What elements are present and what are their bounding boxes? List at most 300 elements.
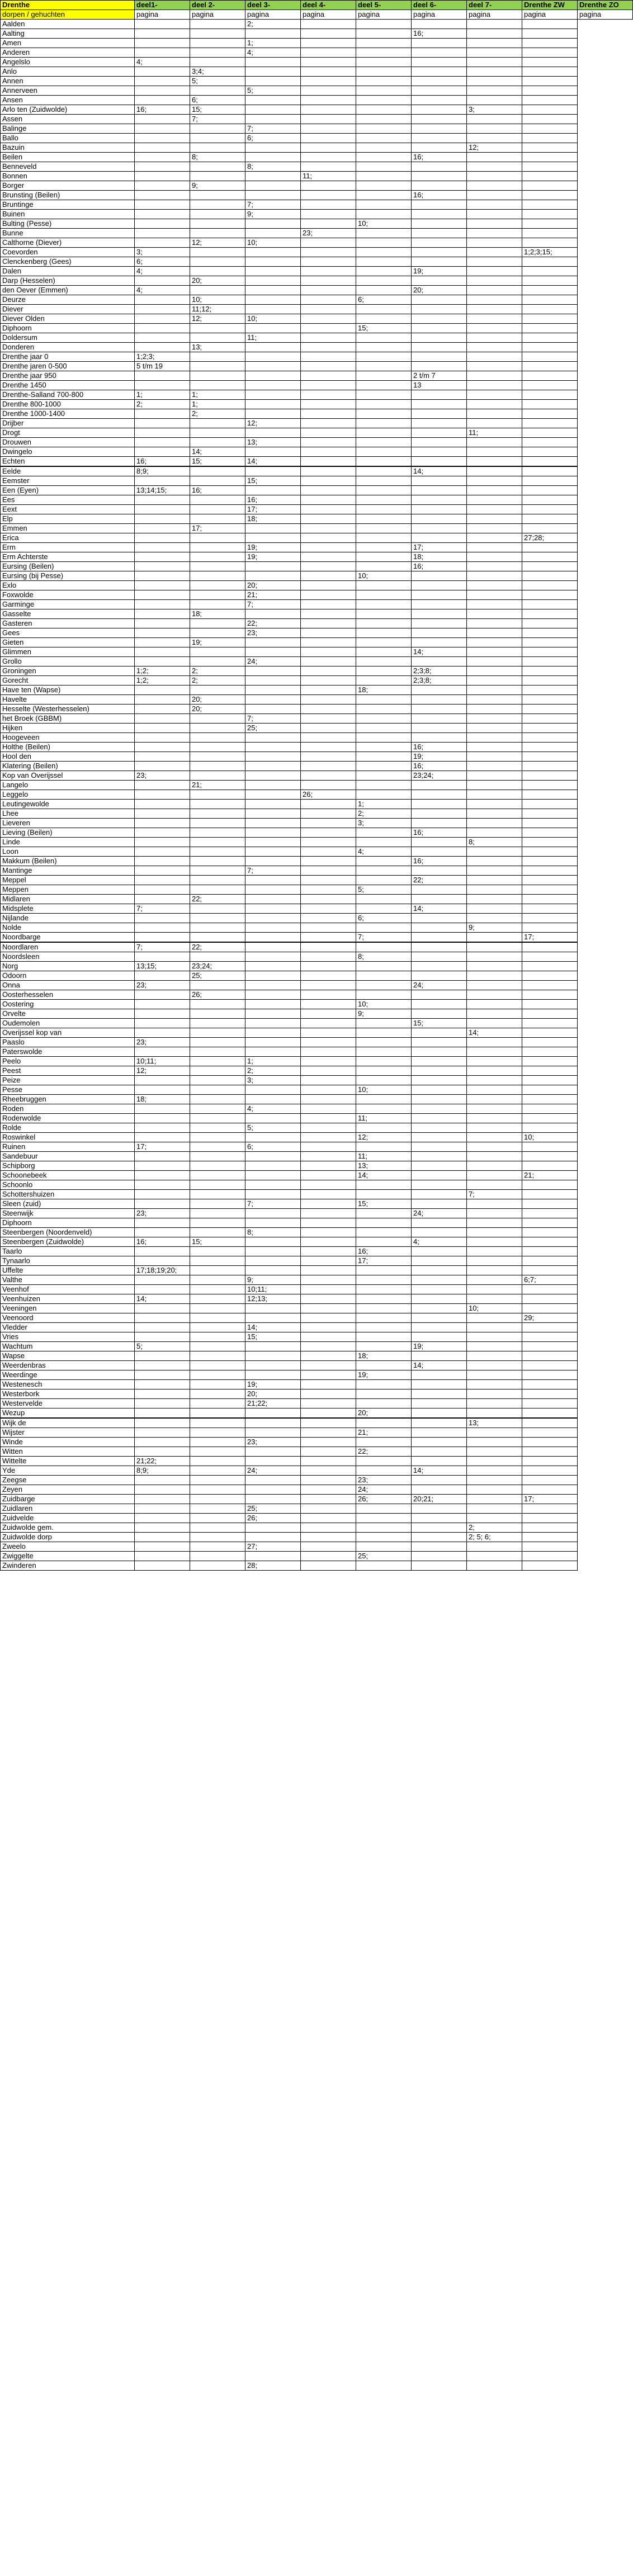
page-ref-cell: [467, 686, 522, 695]
page-ref-cell: [190, 600, 245, 609]
page-ref-cell: [245, 790, 301, 800]
page-ref-cell: [412, 495, 467, 505]
page-ref-cell: [356, 134, 412, 143]
place-name-cell: Oostering: [1, 1000, 135, 1009]
page-ref-cell: 23;: [245, 628, 301, 638]
table-row: [1, 562, 633, 571]
place-name-cell: Emmen: [1, 524, 135, 533]
place-name-cell: Dalen: [1, 267, 135, 276]
table-row: [1, 752, 633, 762]
page-ref-cell: 4;: [135, 267, 190, 276]
page-ref-cell: [301, 904, 356, 914]
table-row: [1, 400, 633, 409]
table-row: [1, 1533, 633, 1542]
page-ref-cell: [467, 1171, 522, 1180]
page-ref-cell: [412, 1428, 467, 1438]
page-ref-cell: [245, 1313, 301, 1323]
page-ref-cell: [301, 1457, 356, 1466]
page-ref-cell: [301, 1399, 356, 1408]
page-ref-cell: 1;: [356, 800, 412, 809]
page-ref-cell: [135, 1380, 190, 1389]
page-ref-cell: [467, 1218, 522, 1228]
header-row: [1, 1, 633, 10]
page-ref-cell: [467, 1038, 522, 1047]
place-name-cell: Diphoorn: [1, 1218, 135, 1228]
page-ref-cell: [245, 29, 301, 39]
table-row: [1, 1076, 633, 1085]
page-ref-cell: [356, 153, 412, 162]
page-ref-cell: [467, 371, 522, 381]
page-ref-cell: [301, 115, 356, 124]
place-name-cell: Zuidlaren: [1, 1504, 135, 1514]
page-ref-cell: 3;4;: [190, 67, 245, 77]
page-ref-cell: [301, 495, 356, 505]
page-ref-cell: [301, 1466, 356, 1476]
page-ref-cell: [301, 1323, 356, 1332]
page-ref-cell: [522, 762, 578, 771]
table-row: [1, 838, 633, 847]
place-name-cell: het Broek (GBBM): [1, 714, 135, 724]
page-ref-cell: [190, 885, 245, 895]
table-row: [1, 409, 633, 419]
place-name-cell: Bulting (Pesse): [1, 219, 135, 229]
page-ref-cell: [301, 238, 356, 248]
page-ref-cell: [245, 352, 301, 362]
page-ref-cell: [190, 1275, 245, 1285]
page-ref-cell: [522, 1237, 578, 1247]
page-ref-cell: [135, 876, 190, 885]
page-ref-cell: [245, 1190, 301, 1199]
page-ref-cell: [135, 1218, 190, 1228]
table-row: [1, 733, 633, 743]
page-ref-cell: 8;: [245, 162, 301, 172]
page-ref-cell: [301, 457, 356, 467]
page-ref-cell: [412, 400, 467, 409]
page-ref-cell: [467, 466, 522, 476]
page-ref-cell: [301, 1533, 356, 1542]
page-ref-cell: 14;: [412, 1361, 467, 1370]
place-name-cell: Gieten: [1, 638, 135, 647]
page-ref-cell: [467, 857, 522, 866]
page-ref-cell: [301, 933, 356, 943]
page-ref-cell: [412, 1114, 467, 1123]
page-ref-cell: [190, 733, 245, 743]
place-name-cell: Noordlaren: [1, 942, 135, 952]
page-ref-cell: [467, 124, 522, 134]
page-ref-cell: [190, 866, 245, 876]
page-ref-cell: 23;: [301, 229, 356, 238]
page-ref-cell: [412, 39, 467, 48]
page-ref-cell: 10;: [356, 219, 412, 229]
page-ref-cell: [245, 828, 301, 838]
page-ref-cell: [135, 229, 190, 238]
page-ref-cell: [467, 581, 522, 590]
page-ref-cell: [522, 819, 578, 828]
page-ref-cell: [301, 628, 356, 638]
table-row: [1, 1495, 633, 1504]
page-ref-cell: [522, 571, 578, 581]
page-ref-cell: [356, 1313, 412, 1323]
page-ref-cell: [467, 1095, 522, 1104]
place-name-cell: Diever Olden: [1, 314, 135, 324]
page-ref-cell: [522, 39, 578, 48]
place-name-cell: Westervelde: [1, 1399, 135, 1408]
page-ref-cell: [522, 219, 578, 229]
page-ref-cell: [467, 1266, 522, 1275]
page-ref-cell: [190, 1447, 245, 1457]
table-row: [1, 295, 633, 305]
page-ref-cell: [522, 1504, 578, 1514]
page-ref-cell: 20;: [356, 1408, 412, 1419]
table-row: [1, 67, 633, 77]
page-ref-cell: 15;: [356, 1199, 412, 1209]
page-ref-cell: [356, 1142, 412, 1152]
page-ref-cell: [412, 1313, 467, 1323]
page-ref-cell: [301, 552, 356, 562]
page-ref-cell: [467, 790, 522, 800]
page-ref-cell: [301, 1294, 356, 1304]
page-ref-cell: [135, 1228, 190, 1237]
page-ref-cell: [522, 105, 578, 115]
page-ref-cell: [245, 428, 301, 438]
page-ref-cell: [467, 48, 522, 58]
page-ref-cell: [522, 524, 578, 533]
page-ref-cell: [190, 647, 245, 657]
page-ref-cell: [522, 1028, 578, 1038]
table-row: [1, 1523, 633, 1533]
page-ref-cell: [412, 962, 467, 971]
table-row: [1, 257, 633, 267]
page-ref-cell: [467, 1313, 522, 1323]
page-ref-cell: 25;: [245, 724, 301, 733]
page-ref-cell: [301, 1218, 356, 1228]
page-ref-cell: [412, 505, 467, 514]
place-name-cell: Sandebuur: [1, 1152, 135, 1161]
page-ref-cell: [412, 1104, 467, 1114]
page-ref-cell: [467, 1361, 522, 1370]
page-ref-cell: [412, 257, 467, 267]
page-ref-cell: [412, 533, 467, 543]
page-ref-cell: [245, 486, 301, 495]
page-ref-cell: [301, 952, 356, 962]
place-name-cell: Veenhuizen: [1, 1294, 135, 1304]
page-ref-cell: [522, 29, 578, 39]
page-ref-cell: [467, 1076, 522, 1085]
page-ref-cell: [412, 695, 467, 705]
page-ref-cell: [245, 1009, 301, 1019]
page-ref-cell: [412, 609, 467, 619]
page-ref-cell: [522, 1152, 578, 1161]
page-ref-cell: 10;11;: [135, 1057, 190, 1066]
page-ref-cell: [467, 409, 522, 419]
page-ref-cell: [522, 514, 578, 524]
place-name-cell: Vledder: [1, 1323, 135, 1332]
page-ref-cell: 9;: [467, 923, 522, 933]
page-ref-cell: [467, 476, 522, 486]
page-ref-cell: [412, 705, 467, 714]
page-ref-cell: [467, 1114, 522, 1123]
page-ref-cell: [412, 847, 467, 857]
page-ref-cell: [301, 305, 356, 314]
page-ref-cell: [467, 1542, 522, 1552]
page-ref-cell: [356, 286, 412, 295]
page-ref-cell: [356, 428, 412, 438]
page-ref-cell: [135, 762, 190, 771]
page-ref-cell: [190, 1209, 245, 1218]
page-ref-cell: [245, 409, 301, 419]
page-ref-cell: [301, 1476, 356, 1485]
page-ref-cell: 2;3;8;: [412, 676, 467, 686]
page-ref-cell: [301, 1180, 356, 1190]
page-ref-cell: [245, 733, 301, 743]
page-ref-cell: [190, 590, 245, 600]
page-ref-cell: [301, 1066, 356, 1076]
page-ref-cell: [135, 419, 190, 428]
page-ref-cell: [467, 352, 522, 362]
page-ref-cell: [522, 1342, 578, 1351]
page-ref-cell: [301, 695, 356, 705]
page-ref-cell: [467, 571, 522, 581]
page-ref-cell: [412, 686, 467, 695]
page-ref-cell: [190, 229, 245, 238]
page-ref-cell: 20;: [190, 276, 245, 286]
page-ref-cell: [522, 1466, 578, 1476]
page-ref-cell: [412, 1323, 467, 1332]
page-ref-cell: [190, 1123, 245, 1133]
place-name-cell: Drenthe 1000-1400: [1, 409, 135, 419]
table-row: [1, 381, 633, 390]
place-name-cell: Drenthe 800-1000: [1, 400, 135, 409]
page-ref-cell: [356, 371, 412, 381]
page-ref-cell: [522, 1285, 578, 1294]
place-name-cell: Buinen: [1, 210, 135, 219]
page-ref-cell: [522, 895, 578, 904]
table-row: [1, 1133, 633, 1142]
page-ref-cell: 2;: [467, 1523, 522, 1533]
table-row: [1, 1447, 633, 1457]
page-label: pagina: [578, 10, 633, 20]
page-ref-cell: 5;: [190, 77, 245, 86]
page-ref-cell: [190, 1085, 245, 1095]
page-ref-cell: [522, 667, 578, 676]
page-ref-cell: [356, 143, 412, 153]
page-ref-cell: [412, 219, 467, 229]
page-ref-cell: [245, 1256, 301, 1266]
page-ref-cell: [301, 210, 356, 219]
page-ref-cell: [301, 743, 356, 752]
place-name-cell: Veeningen: [1, 1304, 135, 1313]
table-row: [1, 981, 633, 990]
page-ref-cell: [356, 1190, 412, 1199]
table-row: [1, 276, 633, 286]
page-ref-cell: [190, 191, 245, 200]
page-ref-cell: [467, 647, 522, 657]
page-ref-cell: [356, 1218, 412, 1228]
page-ref-cell: 10;: [356, 571, 412, 581]
place-name-cell: Leutingewolde: [1, 800, 135, 809]
page-ref-cell: 7;: [245, 200, 301, 210]
page-ref-cell: [190, 428, 245, 438]
table-row: [1, 457, 633, 467]
page-ref-cell: [301, 105, 356, 115]
page-ref-cell: [467, 600, 522, 609]
place-name-cell: Brunsting (Beilen): [1, 191, 135, 200]
page-ref-cell: [467, 1104, 522, 1114]
page-ref-cell: [522, 552, 578, 562]
page-ref-cell: [301, 1199, 356, 1209]
page-ref-cell: 21;: [522, 1171, 578, 1180]
page-ref-cell: [412, 314, 467, 324]
page-ref-cell: 26;: [190, 990, 245, 1000]
page-ref-cell: [135, 162, 190, 172]
page-ref-cell: [356, 20, 412, 29]
table-row: [1, 676, 633, 686]
page-ref-cell: 21;: [245, 590, 301, 600]
page-ref-cell: [301, 1447, 356, 1457]
page-ref-cell: [245, 809, 301, 819]
place-name-cell: Peest: [1, 1066, 135, 1076]
page-ref-cell: [356, 781, 412, 790]
page-ref-cell: [301, 20, 356, 29]
page-ref-cell: 10;11;: [245, 1285, 301, 1294]
page-ref-cell: 7;: [135, 904, 190, 914]
place-name-cell: Have ten (Wapse): [1, 686, 135, 695]
page-ref-cell: 20;: [190, 695, 245, 705]
page-ref-cell: [522, 67, 578, 77]
page-ref-cell: [245, 533, 301, 543]
page-ref-cell: [245, 305, 301, 314]
page-ref-cell: [135, 1323, 190, 1332]
page-ref-cell: [301, 1361, 356, 1370]
page-ref-cell: [522, 1009, 578, 1019]
page-ref-cell: [135, 1019, 190, 1028]
page-ref-cell: [522, 771, 578, 781]
page-ref-cell: [301, 143, 356, 153]
page-ref-cell: [301, 381, 356, 390]
table-row: [1, 1028, 633, 1038]
page-ref-cell: [412, 619, 467, 628]
page-ref-cell: [301, 1561, 356, 1571]
page-ref-cell: [467, 1466, 522, 1476]
place-name-cell: Annerveen: [1, 86, 135, 96]
page-ref-cell: [245, 876, 301, 885]
page-ref-cell: [301, 1285, 356, 1294]
page-ref-cell: [522, 857, 578, 866]
page-ref-cell: [135, 181, 190, 191]
page-ref-cell: [301, 819, 356, 828]
page-ref-cell: [356, 105, 412, 115]
page-ref-cell: [467, 1438, 522, 1447]
page-ref-cell: [522, 1294, 578, 1304]
page-ref-cell: [190, 809, 245, 819]
page-ref-cell: [356, 1389, 412, 1399]
page-ref-cell: [245, 1370, 301, 1380]
table-row: [1, 1457, 633, 1466]
page-ref-cell: [467, 1142, 522, 1152]
page-ref-cell: [301, 1000, 356, 1009]
page-ref-cell: [245, 695, 301, 705]
table-row: [1, 86, 633, 96]
page-ref-cell: 24;: [412, 981, 467, 990]
page-ref-cell: [522, 1000, 578, 1009]
place-name-cell: Ees: [1, 495, 135, 505]
page-ref-cell: [412, 1514, 467, 1523]
place-name-cell: Nolde: [1, 923, 135, 933]
page-ref-cell: [301, 714, 356, 724]
page-ref-cell: [412, 409, 467, 419]
place-name-cell: Steenwijk: [1, 1209, 135, 1218]
page-ref-cell: [301, 1542, 356, 1552]
table-row: [1, 581, 633, 590]
place-name-cell: Noordbarge: [1, 933, 135, 943]
table-row: [1, 105, 633, 115]
page-ref-cell: [467, 1408, 522, 1419]
page-ref-cell: [135, 1408, 190, 1419]
page-ref-cell: [135, 191, 190, 200]
page-ref-cell: [356, 48, 412, 58]
table-row: [1, 219, 633, 229]
page-ref-cell: [301, 162, 356, 172]
page-ref-cell: [301, 895, 356, 904]
page-ref-cell: [245, 172, 301, 181]
place-name-cell: Glimmen: [1, 647, 135, 657]
place-name-cell: Eelde: [1, 466, 135, 476]
place-name-cell: Drenthe jaar 0: [1, 352, 135, 362]
page-ref-cell: [190, 1152, 245, 1161]
page-ref-cell: [522, 58, 578, 67]
place-name-cell: Deurze: [1, 295, 135, 305]
place-name-cell: Lieveren: [1, 819, 135, 828]
page-ref-cell: 1;: [190, 390, 245, 400]
table-row: [1, 609, 633, 619]
page-ref-cell: [522, 191, 578, 200]
page-ref-cell: 16;: [135, 457, 190, 467]
place-name-cell: Veenoord: [1, 1313, 135, 1323]
place-name-cell: Noordsleen: [1, 952, 135, 962]
page-ref-cell: [356, 1304, 412, 1313]
page-ref-cell: [522, 1370, 578, 1380]
page-ref-cell: [135, 143, 190, 153]
page-ref-cell: [467, 362, 522, 371]
page-ref-cell: [522, 1561, 578, 1571]
page-ref-cell: 16;: [190, 486, 245, 495]
page-ref-cell: [412, 1009, 467, 1019]
page-ref-cell: [245, 1000, 301, 1009]
page-ref-cell: [135, 238, 190, 248]
page-ref-cell: [190, 619, 245, 628]
page-ref-cell: [301, 543, 356, 552]
page-ref-cell: [135, 1076, 190, 1085]
page-ref-cell: [190, 714, 245, 724]
page-ref-cell: [245, 1218, 301, 1228]
table-row: [1, 1408, 633, 1419]
page-ref-cell: [190, 552, 245, 562]
page-ref-cell: 15;: [356, 324, 412, 333]
page-ref-cell: [356, 505, 412, 514]
page-ref-cell: [135, 828, 190, 838]
place-name-cell: Winde: [1, 1438, 135, 1447]
place-name-cell: Pesse: [1, 1085, 135, 1095]
page-ref-cell: [301, 1256, 356, 1266]
page-ref-cell: [356, 1466, 412, 1476]
place-name-cell: Makkum (Beilen): [1, 857, 135, 866]
place-name-cell: Roswinkel: [1, 1133, 135, 1142]
page-ref-cell: [245, 923, 301, 933]
page-ref-cell: [135, 210, 190, 219]
page-ref-cell: [301, 1351, 356, 1361]
page-ref-cell: 7;: [245, 714, 301, 724]
page-label: pagina: [301, 10, 356, 20]
